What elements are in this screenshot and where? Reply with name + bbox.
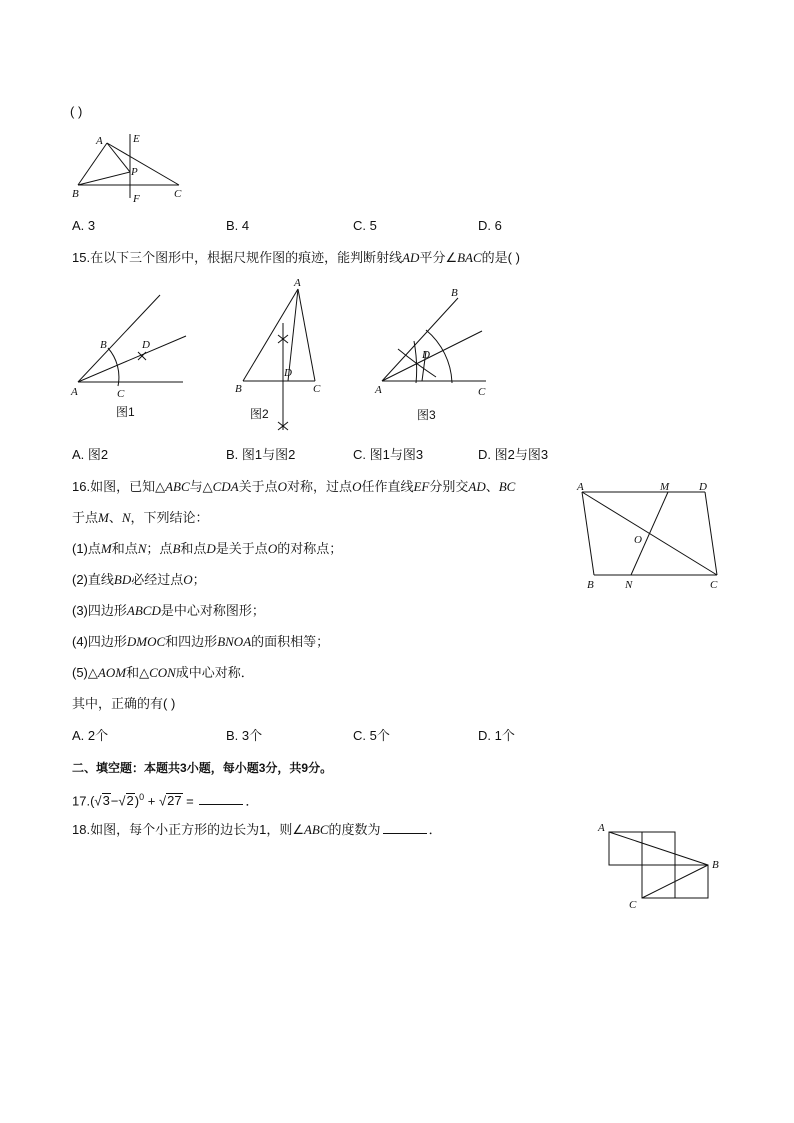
q16-label-m: M	[660, 481, 670, 493]
q16-var: BNOA	[217, 634, 252, 649]
q16-text: 关于点	[238, 479, 278, 494]
q18-text: ，则∠	[266, 822, 304, 837]
q16-var: O	[267, 541, 278, 556]
q17-sqrt-sign: √	[158, 793, 167, 809]
q16-text: 和点	[180, 541, 207, 556]
q16-option-c[interactable]: C. 5个	[353, 728, 390, 743]
q15-f3-label-b: B	[451, 287, 458, 299]
q16-label-c: C	[710, 579, 718, 591]
q15-var-ad: AD	[402, 250, 420, 265]
q16-conclusion-1	[72, 541, 342, 557]
q16-var: CDA	[212, 479, 239, 494]
q16-text: 对称，过点	[287, 479, 353, 494]
section-text: 小题，每小题	[186, 761, 259, 775]
q14-option-c[interactable]: C. 5	[353, 218, 377, 233]
q18-figure	[595, 818, 730, 913]
q17-text: )	[134, 793, 140, 809]
q16-conclusion-4	[72, 634, 329, 650]
q14-stem-tail: ( )	[70, 104, 83, 119]
q15-option-a[interactable]: A. 图2	[72, 447, 109, 462]
q18-text: ．	[428, 822, 442, 837]
q14-figure	[68, 130, 193, 205]
q16-text: (4)四边形	[72, 634, 127, 649]
q16-var: EF	[413, 479, 430, 494]
q18-text: 1	[259, 822, 267, 837]
q15-f2-label-d: D	[284, 367, 292, 379]
q14-label-c: C	[174, 188, 182, 200]
q16-var: ABCD	[126, 603, 161, 618]
q18-label-a: A	[598, 822, 605, 834]
q14-option-d[interactable]: D. 6	[478, 218, 502, 233]
q16-var: BD	[113, 572, 132, 587]
q16-text: 是中心对称图形；	[160, 603, 265, 618]
q15-f3-label-d: D	[422, 349, 430, 361]
section-text: 3	[258, 761, 266, 775]
q14-option-a[interactable]: A. 3	[72, 218, 96, 233]
q16-label-a: A	[577, 481, 584, 493]
q15-option-c[interactable]: C. 图1与图3	[353, 447, 424, 462]
q16-text: 与△	[189, 479, 213, 494]
q16-text: ；点	[146, 541, 173, 556]
q16-label-n: N	[625, 579, 633, 591]
q16-var: DMOC	[126, 634, 166, 649]
q16-text: 、	[108, 510, 122, 525]
q15-number: 15.	[72, 250, 91, 265]
q16-option-b[interactable]: B. 3个	[226, 728, 263, 743]
q15-f2-label-a: A	[294, 277, 301, 289]
q18-answer-blank[interactable]	[383, 821, 427, 834]
q15-var-bac: BAC	[457, 250, 482, 265]
q16-var: ABC	[165, 479, 190, 494]
q16-text: (1)点	[72, 541, 101, 556]
q16-text: 和点	[111, 541, 138, 556]
q16-text: (2)直线	[72, 572, 114, 587]
q16-text: 于点	[72, 510, 99, 525]
q16-text: 如图，已知△	[90, 479, 166, 494]
q17-answer-blank[interactable]	[199, 792, 243, 805]
q15-f1-label-b: B	[100, 339, 107, 351]
q18-text: 的度数为	[328, 822, 381, 837]
q15-stem-mid: 平分∠	[419, 250, 458, 265]
q14-label-e: E	[133, 133, 140, 145]
q16-stem-line2	[72, 510, 209, 526]
q17-exponent: 0	[139, 792, 145, 802]
q17-radicand: 2	[126, 793, 134, 809]
q15-stem-post: 的是( )	[481, 250, 520, 265]
q18-text: 如图，每个小正方形的边长为	[90, 822, 260, 837]
section-text: 分。	[308, 761, 333, 775]
q16-var: O	[183, 572, 193, 587]
q15-f2-label-b: B	[235, 383, 242, 395]
q16-option-a[interactable]: A. 2个	[72, 728, 109, 743]
q15-f1-label-c: C	[117, 388, 125, 400]
section-text: 9	[301, 761, 309, 775]
q15-stem-pre: 在以下三个图形中，根据尺规作图的痕迹，能判断射线	[90, 250, 403, 265]
q16-stem-line1	[72, 479, 515, 495]
q14-label-b: B	[72, 188, 79, 200]
q16-var: CON	[149, 665, 176, 680]
q16-var: M	[98, 510, 109, 525]
q16-var: B	[172, 541, 181, 556]
q16-text: 、	[485, 479, 499, 494]
section-2-heading	[72, 760, 332, 776]
q15-f1-caption: 图1	[116, 405, 135, 419]
q16-text: 是关于点	[215, 541, 268, 556]
q16-text: 的对称点；	[277, 541, 343, 556]
q16-text: 必经过点	[131, 572, 184, 587]
q16-text: ，下列结论：	[130, 510, 209, 525]
q15-f3-label-a: A	[375, 384, 382, 396]
q17-sqrt-sign: √	[94, 793, 102, 809]
section-text: 分，共	[265, 761, 302, 775]
section-text: 3	[180, 761, 187, 775]
q16-var: N	[137, 541, 147, 556]
q16-option-d[interactable]: D. 1个	[478, 728, 515, 743]
q18-var: ABC	[303, 822, 329, 837]
q16-text: (3)四边形	[72, 603, 127, 618]
q17-number: 17.	[72, 793, 91, 809]
q15-f2-label-c: C	[313, 383, 321, 395]
q16-conclusion-2	[72, 572, 206, 588]
section-text: 二、填空题：本题共	[72, 761, 181, 775]
q17-sqrt-sign: √	[118, 793, 126, 809]
q14-label-p: P	[131, 166, 138, 178]
q15-figure-1	[68, 290, 193, 425]
q16-var: M	[100, 541, 112, 556]
q16-text: 任作直线	[361, 479, 414, 494]
q16-var: AD	[468, 479, 486, 494]
q16-var: D	[206, 541, 216, 556]
q15-figure-3	[370, 283, 495, 423]
q17-radicand: 27	[167, 793, 182, 809]
q17-stem	[72, 789, 258, 809]
q16-text: 分别交	[429, 479, 469, 494]
q16-text: 的面积相等；	[251, 634, 330, 649]
q16-conclusion-5	[72, 665, 254, 681]
q16-conclusion-3	[72, 603, 265, 619]
q16-number: 16.	[72, 479, 91, 494]
q18-label-c: C	[629, 899, 637, 911]
q18-number: 18.	[72, 822, 91, 837]
q17-text: +	[144, 793, 159, 809]
q15-figure-2	[228, 275, 338, 435]
q14-label-a: A	[96, 135, 103, 147]
q15-f1-label-d: D	[142, 339, 150, 351]
q16-text: (5)△	[72, 665, 98, 680]
q17-text: (	[90, 793, 95, 809]
q15-f1-label-a: A	[71, 386, 78, 398]
q17-text: ．	[245, 793, 259, 809]
q15-f3-label-c: C	[478, 386, 486, 398]
q16-label-o: O	[634, 534, 642, 546]
q18-label-b: B	[712, 859, 719, 871]
q14-option-b[interactable]: B. 4	[226, 218, 250, 233]
q15-f3-caption: 图3	[417, 408, 436, 422]
q17-radicand: 3	[102, 793, 110, 809]
q16-var: AOM	[97, 665, 127, 680]
q17-text: =	[182, 793, 198, 809]
q16-text: ；	[192, 572, 206, 587]
q16-var: O	[352, 479, 362, 494]
q16-figure	[570, 476, 730, 594]
q16-text: 和四边形	[165, 634, 218, 649]
q16-var: O	[277, 479, 288, 494]
q16-label-b: B	[587, 579, 594, 591]
q15-option-b[interactable]: B. 图1与图2	[226, 447, 296, 462]
q15-stem	[72, 250, 520, 266]
q16-label-d: D	[699, 481, 707, 493]
q14-label-f: F	[133, 193, 140, 205]
q16-text: 和△	[126, 665, 150, 680]
q15-option-d[interactable]: D. 图2与图3	[478, 447, 549, 462]
q16-text: 成中心对称．	[175, 665, 254, 680]
q16-var: BC	[498, 479, 516, 494]
q16-ask: 其中，正确的有( )	[72, 696, 176, 711]
q16-var: N	[121, 510, 131, 525]
q18-stem	[72, 821, 442, 838]
q15-f2-caption: 图2	[250, 407, 269, 421]
q17-text: −	[110, 793, 119, 809]
